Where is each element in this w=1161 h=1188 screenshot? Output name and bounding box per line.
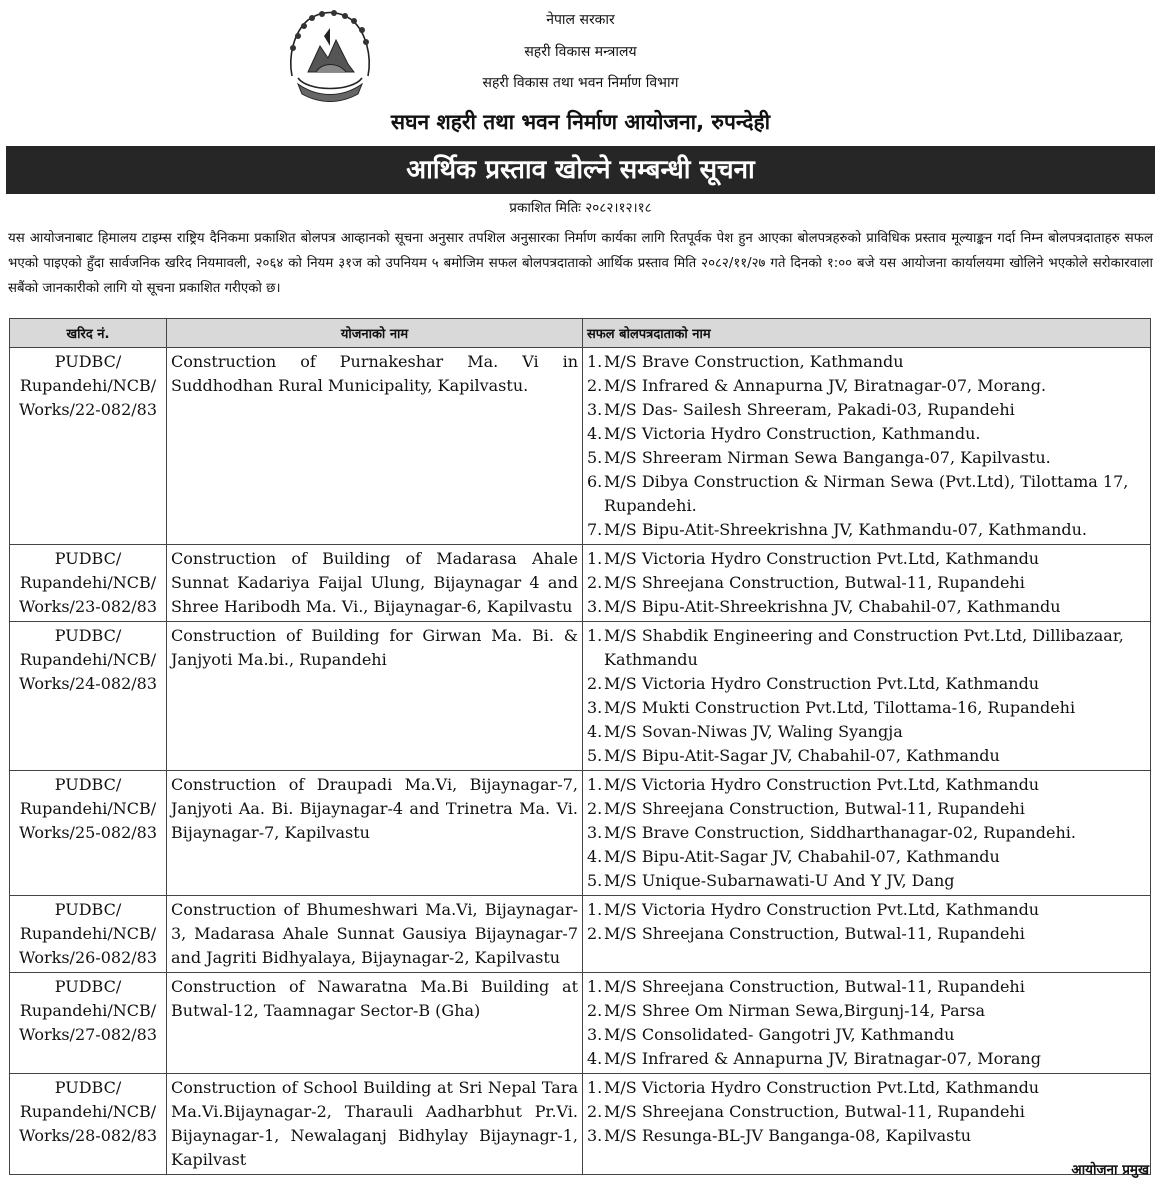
bidders-cell [583, 973, 1151, 1074]
list-item [587, 624, 1146, 672]
bidder-name: M/S Victoria Hydro Construction Pvt.Ltd, Kathmandu [604, 900, 1040, 919]
procurement-no-cell [10, 973, 167, 1074]
list-item-number: 3. [587, 823, 603, 842]
list-item [587, 1124, 1146, 1148]
table-row [10, 348, 1151, 545]
list-item-number: 7. [587, 520, 603, 539]
list-item-number: 2. [587, 573, 603, 592]
procurement-no-line: Rupandehi/NCB/ [19, 376, 157, 395]
list-item [587, 350, 1146, 374]
list-item-number: 2. [587, 376, 603, 395]
procurement-no-line: PUDBC/ [54, 977, 122, 996]
list-item-number: 2. [587, 1001, 603, 1020]
bidder-name: M/S Victoria Hydro Construction, Kathmandu. [604, 424, 981, 443]
list-item [587, 821, 1146, 845]
list-item-number: 1. [587, 977, 603, 996]
procurement-no-line: Works/25-082/83 [19, 823, 157, 842]
procurement-no-cell [10, 622, 167, 771]
list-item [587, 720, 1146, 744]
list-item-number: 5. [587, 746, 603, 765]
table-row [10, 896, 1151, 973]
bidder-name: M/S Victoria Hydro Construction Pvt.Ltd, Kathmandu [604, 1078, 1040, 1097]
bidder-name: M/S Victoria Hydro Construction Pvt.Ltd, Kathmandu [604, 549, 1040, 568]
project-name-cell: Construction of School Building at Sri Nepal Tara Ma.Vi.Bijaynagar-2, Tharauli Aadharbhut Pr.Vi. Bijaynagar-1, Newalaganj Bidhylay Bijaynagr-1, Kapilvast [167, 1074, 583, 1175]
list-item [587, 374, 1146, 398]
list-item [587, 518, 1146, 542]
list-item-number: 1. [587, 775, 603, 794]
procurement-no-cell [10, 545, 167, 622]
table-body [10, 348, 1151, 1175]
header-successful-bidders: सफल बोलपत्रदाताको नाम [583, 319, 1151, 348]
bidder-name: M/S Mukti Construction Pvt.Ltd, Tilottama-16, Rupandehi [604, 698, 1076, 717]
bidders-list [587, 975, 1146, 1071]
bidder-name: M/S Shreejana Construction, Butwal-11, Rupandehi [604, 799, 1025, 818]
list-item [587, 975, 1146, 999]
bidders-list [587, 898, 1146, 946]
list-item-number: 3. [587, 400, 603, 419]
list-item-number: 4. [587, 847, 603, 866]
bidder-name: M/S Victoria Hydro Construction Pvt.Ltd, Kathmandu [604, 775, 1040, 794]
header-project-name: योजनाको नाम [167, 319, 583, 348]
list-item-number: 3. [587, 698, 603, 717]
bidder-name: M/S Dibya Construction & Nirman Sewa (Pvt.Ltd), Tilottama 17, Rupandehi. [604, 472, 1129, 515]
procurement-no-line: Works/27-082/83 [19, 1025, 157, 1044]
procurement-no-line: Works/22-082/83 [19, 400, 157, 419]
government-name: नेपाल सरकार [546, 12, 615, 28]
bidder-name: M/S Bipu-Atit-Sagar JV, Chabahil-07, Kathmandu [604, 746, 1000, 765]
bidders-cell [583, 1074, 1151, 1175]
table-row [10, 771, 1151, 896]
list-item [587, 797, 1146, 821]
procurement-no-cell [10, 1074, 167, 1175]
list-item [587, 696, 1146, 720]
list-item-number: 4. [587, 424, 603, 443]
bidder-name: M/S Shabdik Engineering and Construction Pvt.Ltd, Dillibazaar, Kathmandu [604, 626, 1124, 669]
bidder-name: M/S Brave Construction, Kathmandu [604, 352, 904, 371]
bidder-name: M/S Shreejana Construction, Butwal-11, Rupandehi [604, 924, 1025, 943]
list-item-number: 1. [587, 1078, 603, 1097]
list-item [587, 773, 1146, 797]
bidders-list [587, 547, 1146, 619]
list-item-number: 2. [587, 924, 603, 943]
list-item [587, 470, 1146, 518]
list-item-number: 3. [587, 597, 603, 616]
procurement-no-line: Works/23-082/83 [19, 597, 157, 616]
list-item-number: 5. [587, 871, 603, 890]
table-row [10, 545, 1151, 622]
bidder-name: M/S Shreejana Construction, Butwal-11, Rupandehi [604, 1102, 1025, 1121]
list-item [587, 422, 1146, 446]
list-item-number: 1. [587, 549, 603, 568]
list-item-number: 2. [587, 674, 603, 693]
procurement-no-line: PUDBC/ [54, 1078, 122, 1097]
bidders-list [587, 773, 1146, 893]
procurement-no-line: PUDBC/ [54, 626, 122, 645]
table-header-row [10, 319, 1151, 348]
list-item-number: 4. [587, 1049, 603, 1068]
procurement-no-cell [10, 771, 167, 896]
list-item-number: 2. [587, 799, 603, 818]
bidders-list [587, 1076, 1146, 1148]
list-item [587, 922, 1146, 946]
procurement-no-line: PUDBC/ [54, 549, 122, 568]
procurement-no-line: Rupandehi/NCB/ [19, 650, 157, 669]
list-item-number: 4. [587, 722, 603, 741]
list-item [587, 845, 1146, 869]
bidders-list [587, 624, 1146, 768]
list-item [587, 898, 1146, 922]
procurement-no-line: Rupandehi/NCB/ [19, 573, 157, 592]
bidder-name: M/S Shreejana Construction, Butwal-11, Rupandehi [604, 977, 1025, 996]
bidders-cell [583, 622, 1151, 771]
project-name-cell: Construction of Building for Girwan Ma. Bi. & Janjyoti Ma.bi., Rupandehi [167, 622, 583, 771]
procurement-no-line: Rupandehi/NCB/ [19, 924, 157, 943]
bidder-name: M/S Infrared & Annapurna JV, Biratnagar-07, Morang. [604, 376, 1047, 395]
bidders-cell [583, 348, 1151, 545]
list-item-number: 1. [587, 352, 603, 371]
project-title: सघन शहरी तथा भवन निर्माण आयोजना, रुपन्देही [390, 110, 771, 134]
bidders-table [9, 318, 1151, 1175]
notice-title-banner: आर्थिक प्रस्ताव खोल्ने सम्बन्धी सूचना [6, 146, 1155, 194]
bidder-name: M/S Shreeram Nirman Sewa Banganga-07, Kapilvastu. [604, 448, 1051, 467]
bidder-name: M/S Bipu-Atit-Shreekrishna JV, Kathmandu-07, Kathmandu. [604, 520, 1088, 539]
list-item [587, 1023, 1146, 1047]
signature-project-chief: आयोजना प्रमुख [1071, 1162, 1149, 1178]
list-item [587, 869, 1146, 893]
bidder-name: M/S Victoria Hydro Construction Pvt.Ltd, Kathmandu [604, 674, 1040, 693]
bidder-name: M/S Brave Construction, Siddharthanagar-02, Rupandehi. [604, 823, 1076, 842]
procurement-no-line: PUDBC/ [54, 900, 122, 919]
bidders-cell [583, 896, 1151, 973]
procurement-no-line: Works/26-082/83 [19, 948, 157, 967]
list-item [587, 446, 1146, 470]
list-item [587, 744, 1146, 768]
list-item [587, 999, 1146, 1023]
bidders-cell [583, 545, 1151, 622]
table-row [10, 973, 1151, 1074]
list-item [587, 571, 1146, 595]
procurement-no-cell [10, 896, 167, 973]
table-row [10, 622, 1151, 771]
bidders-cell [583, 771, 1151, 896]
list-item-number: 3. [587, 1126, 603, 1145]
list-item [587, 595, 1146, 619]
bidder-name: M/S Bipu-Atit-Sagar JV, Chabahil-07, Kathmandu [604, 847, 1000, 866]
procurement-no-line: PUDBC/ [54, 352, 122, 371]
project-name-cell: Construction of Bhumeshwari Ma.Vi, Bijaynagar-3, Madarasa Ahale Sunnat Gausiya Bijaynagar-7 and Jagriti Bidhyalaya, Bijaynagar-2, Kapilvastu [167, 896, 583, 973]
table-row [10, 1074, 1151, 1175]
procurement-no-line: Works/24-082/83 [19, 674, 157, 693]
bidders-list [587, 350, 1146, 542]
list-item [587, 547, 1146, 571]
bidder-name: M/S Das- Sailesh Shreeram, Pakadi-03, Rupandehi [604, 400, 1015, 419]
procurement-no-line: Rupandehi/NCB/ [19, 799, 157, 818]
project-name-cell: Construction of Purnakeshar Ma. Vi in Suddhodhan Rural Municipality, Kapilvastu. [167, 348, 583, 545]
list-item-number: 3. [587, 1025, 603, 1044]
header-procurement-no: खरिद नं. [10, 319, 167, 348]
bidder-name: M/S Shree Om Nirman Sewa,Birgunj-14, Parsa [604, 1001, 986, 1020]
bidder-name: M/S Resunga-BL-JV Banganga-08, Kapilvastu [604, 1126, 972, 1145]
procurement-no-line: Works/28-082/83 [19, 1126, 157, 1145]
ministry-name: सहरी विकास मन्त्रालय [524, 44, 637, 60]
procurement-no-line: Rupandehi/NCB/ [19, 1001, 157, 1020]
bidder-name: M/S Infrared & Annapurna JV, Biratnagar-07, Morang [604, 1049, 1041, 1068]
list-item-number: 1. [587, 900, 603, 919]
bidder-name: M/S Consolidated- Gangotri JV, Kathmandu [604, 1025, 955, 1044]
bidder-name: M/S Shreejana Construction, Butwal-11, Rupandehi [604, 573, 1025, 592]
list-item-number: 5. [587, 448, 603, 467]
list-item [587, 1076, 1146, 1100]
bidder-name: M/S Sovan-Niwas JV, Waling Syangja [604, 722, 903, 741]
list-item [587, 1047, 1146, 1071]
project-name-cell: Construction of Draupadi Ma.Vi, Bijaynagar-7, Janjyoti Aa. Bi. Bijaynagar-4 and Trinetra Ma. Vi. Bijaynagar-7, Kapilvastu [167, 771, 583, 896]
list-item-number: 2. [587, 1102, 603, 1121]
procurement-no-cell [10, 348, 167, 545]
notice-intro-paragraph: यस आयोजनाबाट हिमालय टाइम्स राष्ट्रिय दैनिकमा प्रकाशित बोलपत्र आव्हानको सूचना अनुसार तपशिल अनुसारका निर्माण कार्यका लागि रितपूर्वक पेश हुन आएका बोलपत्रहरुको प्राविधिक प्रस्ताव मूल्याङ्कन गर्दा निम्न बोलपत्रदाताहरु सफल भएको पाइएको हुँदा सार्वजनिक खरिद नियमावली, २०६४ को नियम ३१ज को उपनियम ५ बमोजिम सफल बोलपत्रदाताको आर्थिक प्रस्ताव मिति २०८२/११/२७ गते दिनको १:०० बजे यस आयोजना कार्यालयमा खोलिने भएकोले सरोकारवाला सबैंको जानकारीको लागि यो सूचना प्रकाशित गरीएको छ। [8, 231, 1153, 296]
project-name-cell: Construction of Nawaratna Ma.Bi Building at Butwal-12, Taamnagar Sector-B (Gha) [167, 973, 583, 1074]
procurement-no-line: Rupandehi/NCB/ [19, 1102, 157, 1121]
department-name: सहरी विकास तथा भवन निर्माण विभाग [482, 75, 679, 91]
project-name-cell: Construction of Building of Madarasa Ahale Sunnat Kadariya Faijal Ulung, Bijaynagar 4 and Shree Haribodh Ma. Vi., Bijaynagar-6, Kapilvastu [167, 545, 583, 622]
bidder-name: M/S Unique-Subarnawati-U And Y JV, Dang [604, 871, 955, 890]
bidder-name: M/S Bipu-Atit-Shreekrishna JV, Chabahil-07, Kathmandu [604, 597, 1061, 616]
list-item [587, 398, 1146, 422]
procurement-no-line: PUDBC/ [54, 775, 122, 794]
list-item-number: 1. [587, 626, 603, 645]
published-date: प्रकाशित मितिः २०८२।१२।१८ [509, 200, 652, 216]
list-item-number: 6. [587, 472, 603, 491]
list-item [587, 672, 1146, 696]
list-item [587, 1100, 1146, 1124]
